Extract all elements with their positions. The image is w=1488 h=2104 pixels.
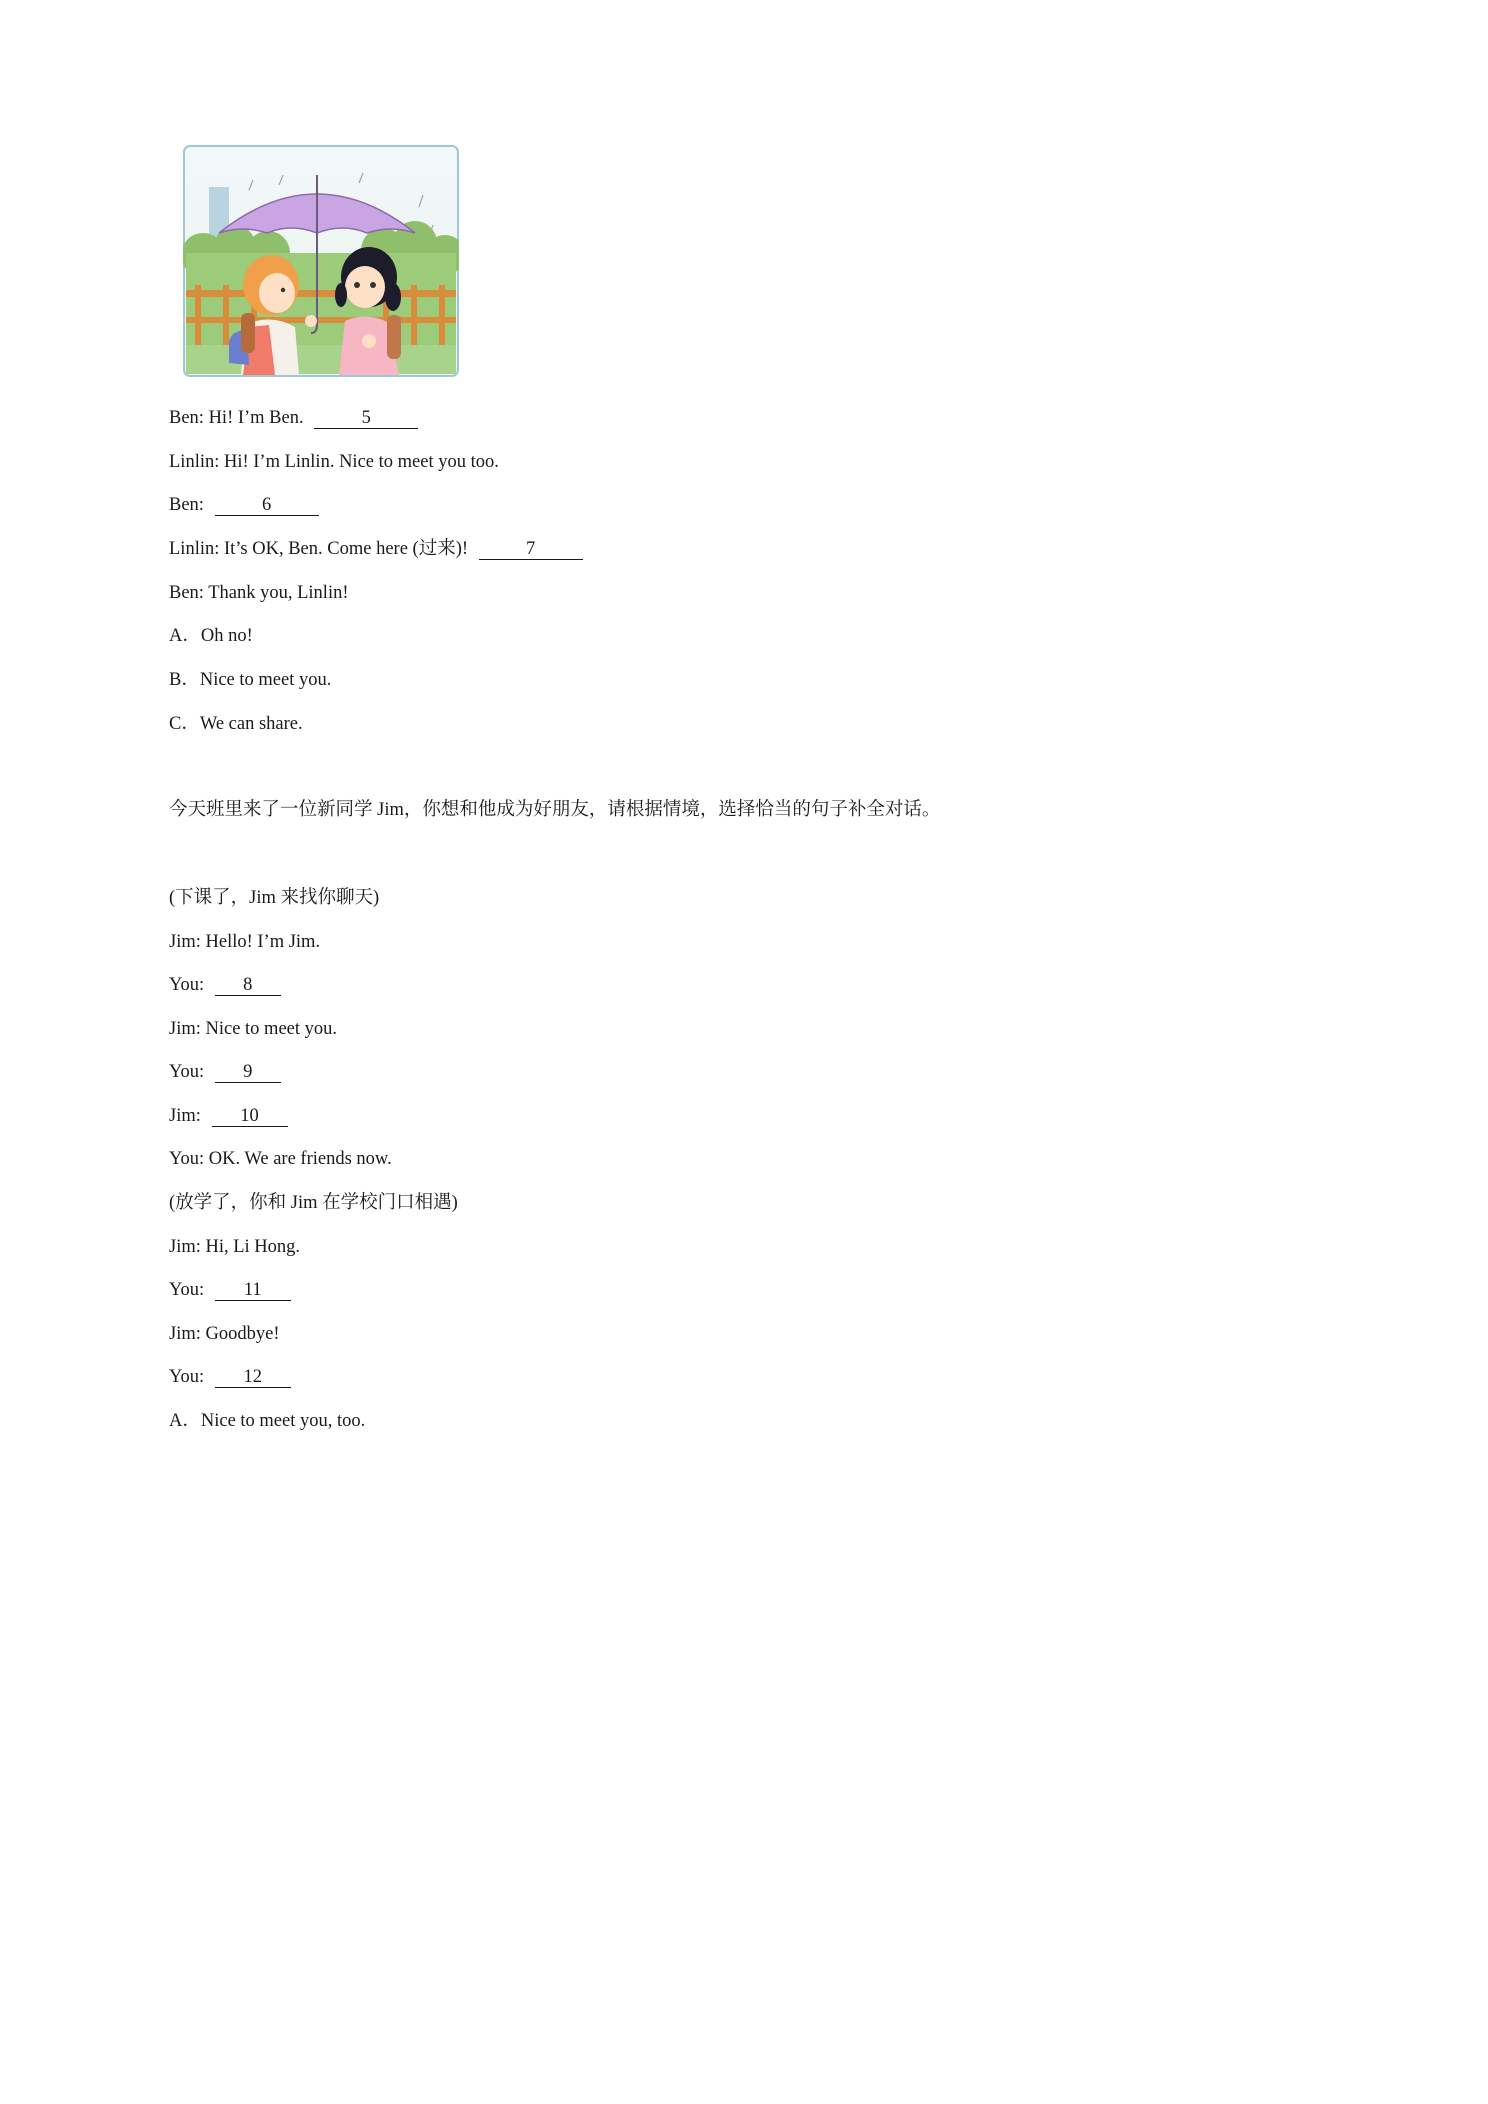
blank-9[interactable]: 9 bbox=[215, 1062, 281, 1083]
dialogue-line-you-11 bbox=[169, 1278, 291, 1302]
blank-11[interactable]: 11 bbox=[215, 1280, 291, 1301]
line-text: Ben: Hi! I’m Ben. bbox=[169, 408, 309, 428]
umbrella-illustration bbox=[183, 145, 459, 377]
dialogue-line-jim-3: Jim: Hi, Li Hong. bbox=[169, 1237, 301, 1257]
dialogue-line-jim-2: Jim: Nice to meet you. bbox=[169, 1019, 338, 1039]
option-c: C．We can share. bbox=[169, 714, 303, 734]
dialogue-line-ben-3: Ben: Thank you, Linlin! bbox=[169, 583, 349, 603]
dialogue-line-linlin-1: Linlin: Hi! I’m Linlin. Nice to meet you too. bbox=[169, 452, 499, 472]
dialogue-line-you-friends: You: OK. We are friends now. bbox=[169, 1149, 392, 1169]
line-text: You: bbox=[169, 1062, 209, 1082]
line-text: Ben: bbox=[169, 495, 209, 515]
line-text: Jim: bbox=[169, 1106, 206, 1126]
dialogue-line-ben-1 bbox=[169, 406, 418, 430]
scene-note-1: (下课了，Jim 来找你聊天) bbox=[169, 888, 380, 908]
blank-7[interactable]: 7 bbox=[479, 539, 583, 560]
dialogue-line-ben-2 bbox=[169, 493, 319, 517]
dialogue-line-jim-4: Jim: Goodbye! bbox=[169, 1324, 280, 1344]
line-text: You: bbox=[169, 1280, 209, 1300]
option-a: A．Oh no! bbox=[169, 626, 253, 646]
blank-12[interactable]: 12 bbox=[215, 1367, 291, 1388]
scene-note-2: (放学了，你和 Jim 在学校门口相遇) bbox=[169, 1193, 458, 1213]
dialogue-line-you-9 bbox=[169, 1060, 281, 1084]
dialogue-line-you-12 bbox=[169, 1365, 291, 1389]
dialogue-line-linlin-2 bbox=[169, 537, 583, 561]
line-text: You: bbox=[169, 975, 209, 995]
line-text: Linlin: It’s OK, Ben. Come here (过来)! bbox=[169, 539, 473, 559]
option-b: B．Nice to meet you. bbox=[169, 670, 332, 690]
option-a-part2: A．Nice to meet you, too. bbox=[169, 1411, 366, 1431]
dialogue-line-jim-10 bbox=[169, 1104, 288, 1128]
blank-10[interactable]: 10 bbox=[212, 1106, 288, 1127]
dialogue-line-you-8 bbox=[169, 973, 281, 997]
blank-8[interactable]: 8 bbox=[215, 975, 281, 996]
instruction-text: 今天班里来了一位新同学 Jim，你想和他成为好朋友，请根据情境，选择恰当的句子补全对话。 bbox=[169, 800, 941, 820]
line-text: You: bbox=[169, 1367, 209, 1387]
dialogue-line-jim-1: Jim: Hello! I’m Jim. bbox=[169, 932, 321, 952]
blank-6[interactable]: 6 bbox=[215, 495, 319, 516]
blank-5[interactable]: 5 bbox=[314, 408, 418, 429]
